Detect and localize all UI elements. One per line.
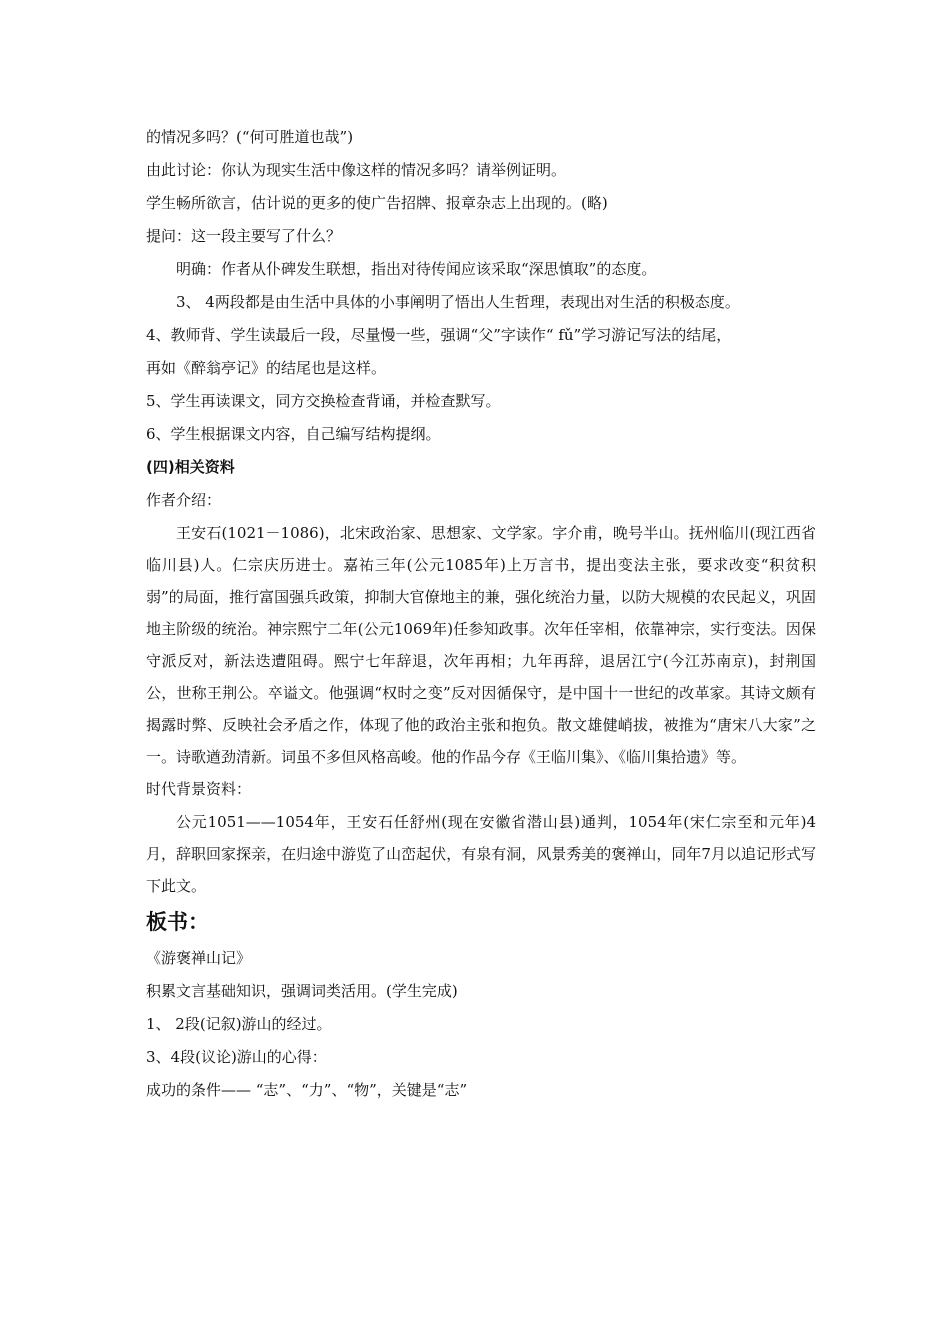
text-line-indented: 3、 4两段都是由生活中具体的小事阐明了悟出人生哲理，表现出对生活的积极态度。 <box>176 293 740 311</box>
board-line: 1、 2段(记叙)游山的经过。 <box>146 1015 332 1033</box>
background-paragraph: 公元1051——1054年，王安石任舒州(现在安徽省潜山县)通判，1054年(宋仁宗至和元年)4月，辞职回家探亲，在归途中游览了山峦起伏，有泉有洞，风景秀美的褒禅山，同年7月以追记形式写下此文。 <box>146 813 816 895</box>
document-page <box>146 121 816 1107</box>
board-line: 《游褒禅山记》 <box>146 949 252 967</box>
author-paragraph: 王安石(1021－1086)，北宋政治家、思想家、文学家。字介甫，晚号半山。抚州临川(现江西省临川县)人。仁宗庆历进士。嘉祐三年(公元1085年)上万言书，提出变法主张，要求改变“积贫积弱”的局面，推行富国强兵政策，抑制大官僚地主的兼，强化统治力量，以防大规模的农民起义，巩固地主阶级的统治。神宗熙宁二年(公元1069年)任参知政事。次年任宰相，依靠神宗，实行变法。因保守派反对，新法迭遭阻碍。熙宁七年辞退，次年再相；九年再辞，退居江宁(今江苏南京)，封荆国公，世称王荆公。卒谥文。他强调“权时之变”反对因循保守，是中国十一世纪的改革家。其诗文颇有揭露时弊、反映社会矛盾之作，体现了他的政治主张和抱负。散文雄健峭拔，被推为“唐宋八大家”之一。诗歌遒劲清新。词虽不多但风格高峻。他的作品今存《王临川集》、《临川集拾遗》等。 <box>146 524 816 766</box>
section-heading: (四)相关资料 <box>146 458 235 476</box>
board-line: 成功的条件—— “志”、“力”、“物”，关键是“志” <box>146 1081 468 1099</box>
step-line: 6、学生根据课文内容，自己编写结构提纲。 <box>146 425 441 443</box>
board-line: 积累文言基础知识，强调词类活用。(学生完成) <box>146 982 458 1000</box>
text-line: 由此讨论：你认为现实生活中像这样的情况多吗？请举例证明。 <box>146 161 567 179</box>
text-line: 的情况多吗？(“何可胜道也哉”) <box>146 128 354 146</box>
step-line: 5、学生再读课文，同方交换检查背诵，并检查默写。 <box>146 392 501 410</box>
step-line: 4、教师背、学生读最后一段，尽量慢一些，强调“父”字读作“ fǔ”学习游记写法的结尾， <box>146 326 732 344</box>
author-label: 作者介绍： <box>146 491 222 509</box>
text-line-indented: 明确：作者从仆碑发生联想，指出对待传闻应该采取“深思慎取”的态度。 <box>176 260 657 278</box>
board-line: 3、4段(议论)游山的心得： <box>146 1048 327 1066</box>
text-line: 学生畅所欲言，估计说的更多的使广告招牌、报章杂志上出现的。(略) <box>146 194 608 212</box>
background-label: 时代背景资料： <box>146 780 252 798</box>
board-heading: 板书： <box>146 910 209 934</box>
text-line: 提问：这一段主要写了什么？ <box>146 227 342 245</box>
step-line: 再如《醉翁亭记》的结尾也是这样。 <box>146 359 387 377</box>
